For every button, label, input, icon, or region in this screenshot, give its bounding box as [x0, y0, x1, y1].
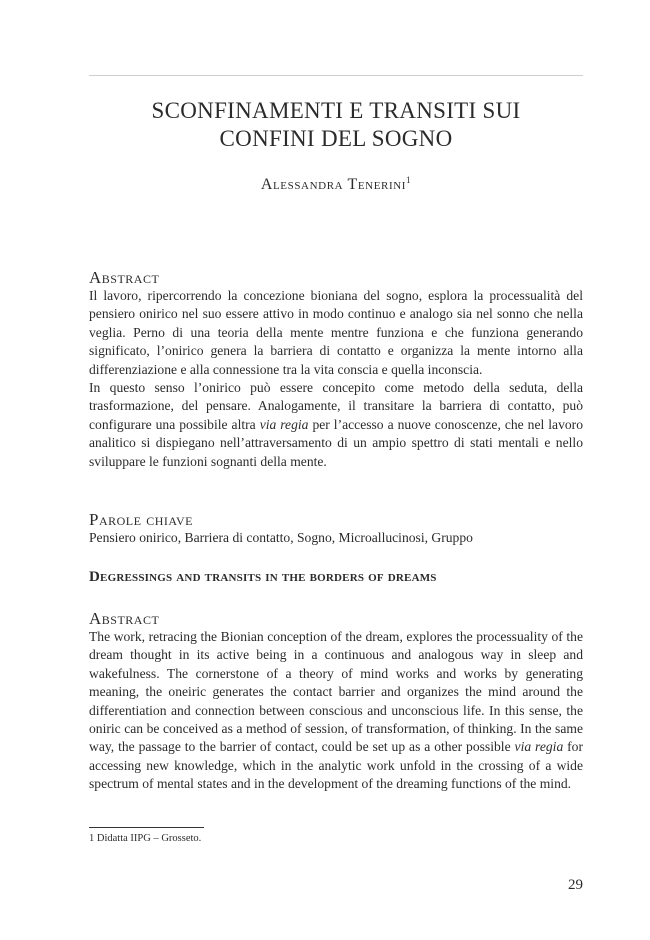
english-title-section	[89, 568, 583, 587]
abstract-italian-heading: Abstract	[89, 268, 160, 287]
author-footnote-mark: 1	[406, 175, 412, 185]
abstract-italian-p2-text-a: In questo senso l’onirico può essere concepito come metodo della seduta, della trasformazione, del pensare. Analogamente, il transitare la barriera di contatto, può configurare una possibile altra	[89, 380, 583, 432]
keywords-heading: Parole chiave	[89, 510, 193, 529]
english-title: Degressings and transits in the borders of dreams	[89, 569, 437, 585]
abstract-italian-p2-text-b: per l’accesso a nuove conoscenze, che nel lavoro analitico si dispiegano nell’attraversamento di un ampio spettro di stati mentali e nello sviluppare le funzioni sognanti della mente.	[89, 416, 583, 469]
abstract-english-text-b: for accessing new knowledge, which in the analytic work unfold in the crossing of a wide spectrum of mental states and in the development of the dreaming functions of the mind.	[89, 739, 584, 792]
article-title-line-2: CONFINI DEL SOGNO	[219, 126, 453, 151]
abstract-english-heading: Abstract	[89, 609, 160, 628]
abstract-english-emphasis: via regia	[514, 739, 564, 755]
keywords-text: Pensiero onirico, Barriera di contatto, Sogno, Microallucinosi, Gruppo	[89, 530, 473, 545]
article-title-line-1: SCONFINAMENTI E TRANSITI SUI	[151, 98, 521, 123]
abstract-italian-paragraph-1: Il lavoro, ripercorrendo la concezione bioniana del sogno, esplora la processualità del pensiero onirico nel suo essere attivo in modo continuo e analogo sia nel sonno che nella veglia. Perno di una teoria della mente mentre funziona e che funziona generando significato, l’onirico genera la barriera di contatto e organizza la mente intorno alla differenziazione e alla connessione tra la vita conscia e quella inconscia.	[89, 288, 583, 377]
keywords-section	[89, 510, 583, 547]
article-title	[89, 97, 583, 153]
abstract-italian-p2-emphasis: via regia	[259, 416, 309, 432]
abstract-italian-paragraph-2	[89, 379, 583, 471]
abstract-italian	[89, 268, 583, 471]
author-name: Alessandra Tenerini	[260, 176, 407, 193]
footnote-rule	[89, 827, 204, 828]
author-line	[89, 170, 583, 195]
abstract-english-paragraph	[89, 628, 583, 794]
abstract-english	[89, 609, 583, 794]
abstract-english-text-a: The work, retracing the Bionian conception of the dream, explores the processuality of the dream thought in its active being in a continuous and analogous way in sleep and wakefulness. The cornerstone of a theory of mind works and works by generating meaning, the oneiric generates the contact barrier and organizes the mind around the differentiation and connection between conscious and unconscious life. In this sense, the oniric can be conceived as a method of session, of transformation, of thinking. In the same way, the passage to the barrier of contact, could be set up as a other possible	[89, 629, 583, 755]
header-rule	[89, 75, 583, 76]
footnote: 1 Didatta IIPG – Grosseto.	[89, 833, 202, 844]
page-number: 29	[568, 877, 583, 893]
